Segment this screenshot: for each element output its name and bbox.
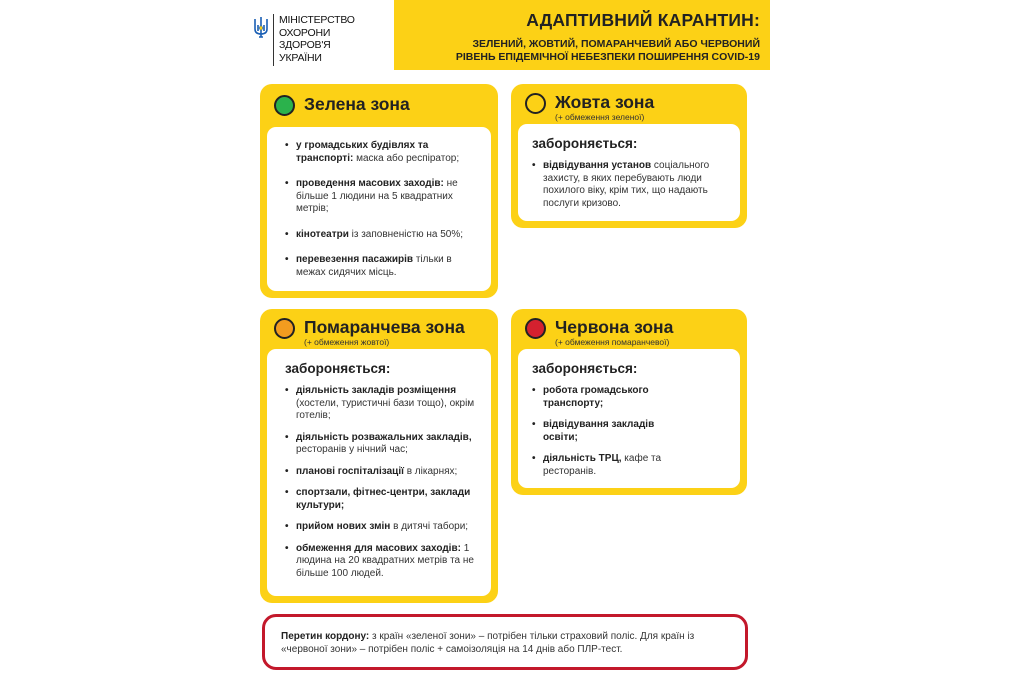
logo-line: МІНІСТЕРСТВО [279,14,355,26]
zone-rules-list [532,385,667,478]
list-item: • діяльність закладів розміщення (хостели, туристичні бази тощо), окрім готелів; [285,385,481,423]
zone-subtitle: (+ обмеження помаранчевої) [555,337,670,347]
yellow-zone-card [511,84,747,228]
zone-rules-list [285,140,479,279]
header-banner [394,0,770,70]
list-item: • кінотеатри із заповненістю на 50%; [285,229,479,242]
zone-subtitle: (+ обмеження зеленої) [555,112,645,122]
zone-title: Помаранчева зона [304,317,465,337]
red-zone-card [511,309,747,495]
trident-icon [254,16,268,38]
list-item: • робота громадського транспорту; [532,385,667,410]
zone-header [525,92,654,122]
zone-header [274,94,410,116]
list-item: • прийом нових змін в дитячі табори; [285,521,481,534]
zone-header [274,317,465,347]
list-item: • проведення масових заходів: не більше 1 людини на 5 квадратних метрів; [285,178,479,216]
logo-divider [273,14,274,66]
zone-content [267,127,491,291]
page-subtitle-line: РІВЕНЬ ЕПІДЕМІЧНОЇ НЕБЕЗПЕКИ ПОШИРЕННЯ COVID-19 [455,50,760,63]
forbidden-heading: забороняється: [285,361,391,376]
forbidden-heading: забороняється: [532,136,638,151]
list-item: • відвідування установ соціального захисту, в яких перебувають люди похилого віку, крім тих, що надають послуги кризово. [532,160,728,210]
green-zone-dot-icon [274,95,295,116]
border-crossing-text: Перетин кордону: з країн «зеленої зони» – потрібен тільки страховий поліс. Для країн із «червоної зони» – потрібен поліс + самоізоляція на 14 днів або ПЛР-тест. [281,631,695,655]
logo-line: УКРАЇНИ [279,51,322,64]
logo-text [279,14,355,64]
orange-zone-card [260,309,498,603]
list-item: • відвідування закладів освіти; [532,419,667,444]
zone-title: Червона зона [555,317,674,337]
ministry-logo [254,14,355,66]
zone-title: Зелена зона [304,94,410,114]
yellow-zone-dot-icon [525,93,546,114]
zone-title: Жовта зона [555,92,655,112]
list-item: • спортзали, фітнес-центри, заклади культури; [285,487,481,512]
list-item: • обмеження для масових заходів: 1 людина на 20 квадратних метрів та не більше 100 людей. [285,543,481,581]
page-title: АДАПТИВНИЙ КАРАНТИН: [526,10,760,30]
list-item: • перевезення пасажирів тільки в межах сидячих місць. [285,254,479,279]
green-zone-card [260,84,498,298]
zone-header [525,317,673,347]
red-zone-dot-icon [525,318,546,339]
zone-content [518,124,740,221]
zone-rules-list [285,385,481,580]
page-subtitle-line: ЗЕЛЕНИЙ, ЖОВТИЙ, ПОМАРАНЧЕВИЙ АБО ЧЕРВОНИЙ [472,38,760,50]
page-subtitle [456,38,760,63]
list-item: • планові госпіталізації в лікарнях; [285,466,481,479]
orange-zone-dot-icon [274,318,295,339]
zone-subtitle: (+ обмеження жовтої) [304,337,390,347]
logo-line: ОХОРОНИ [279,26,331,39]
zone-rules-list [532,160,728,210]
logo-line: ЗДОРОВ'Я [279,39,331,51]
border-crossing-note [262,614,748,670]
zone-content [518,349,740,488]
list-item: • діяльність розважальних закладів, ресторанів у нічний час; [285,432,481,457]
list-item: • у громадських будівлях та транспорті: маска або респіратор; [285,140,479,165]
zone-content [267,349,491,596]
list-item: • діяльність ТРЦ, кафе та ресторанів. [532,453,667,478]
forbidden-heading: забороняється: [532,361,638,376]
